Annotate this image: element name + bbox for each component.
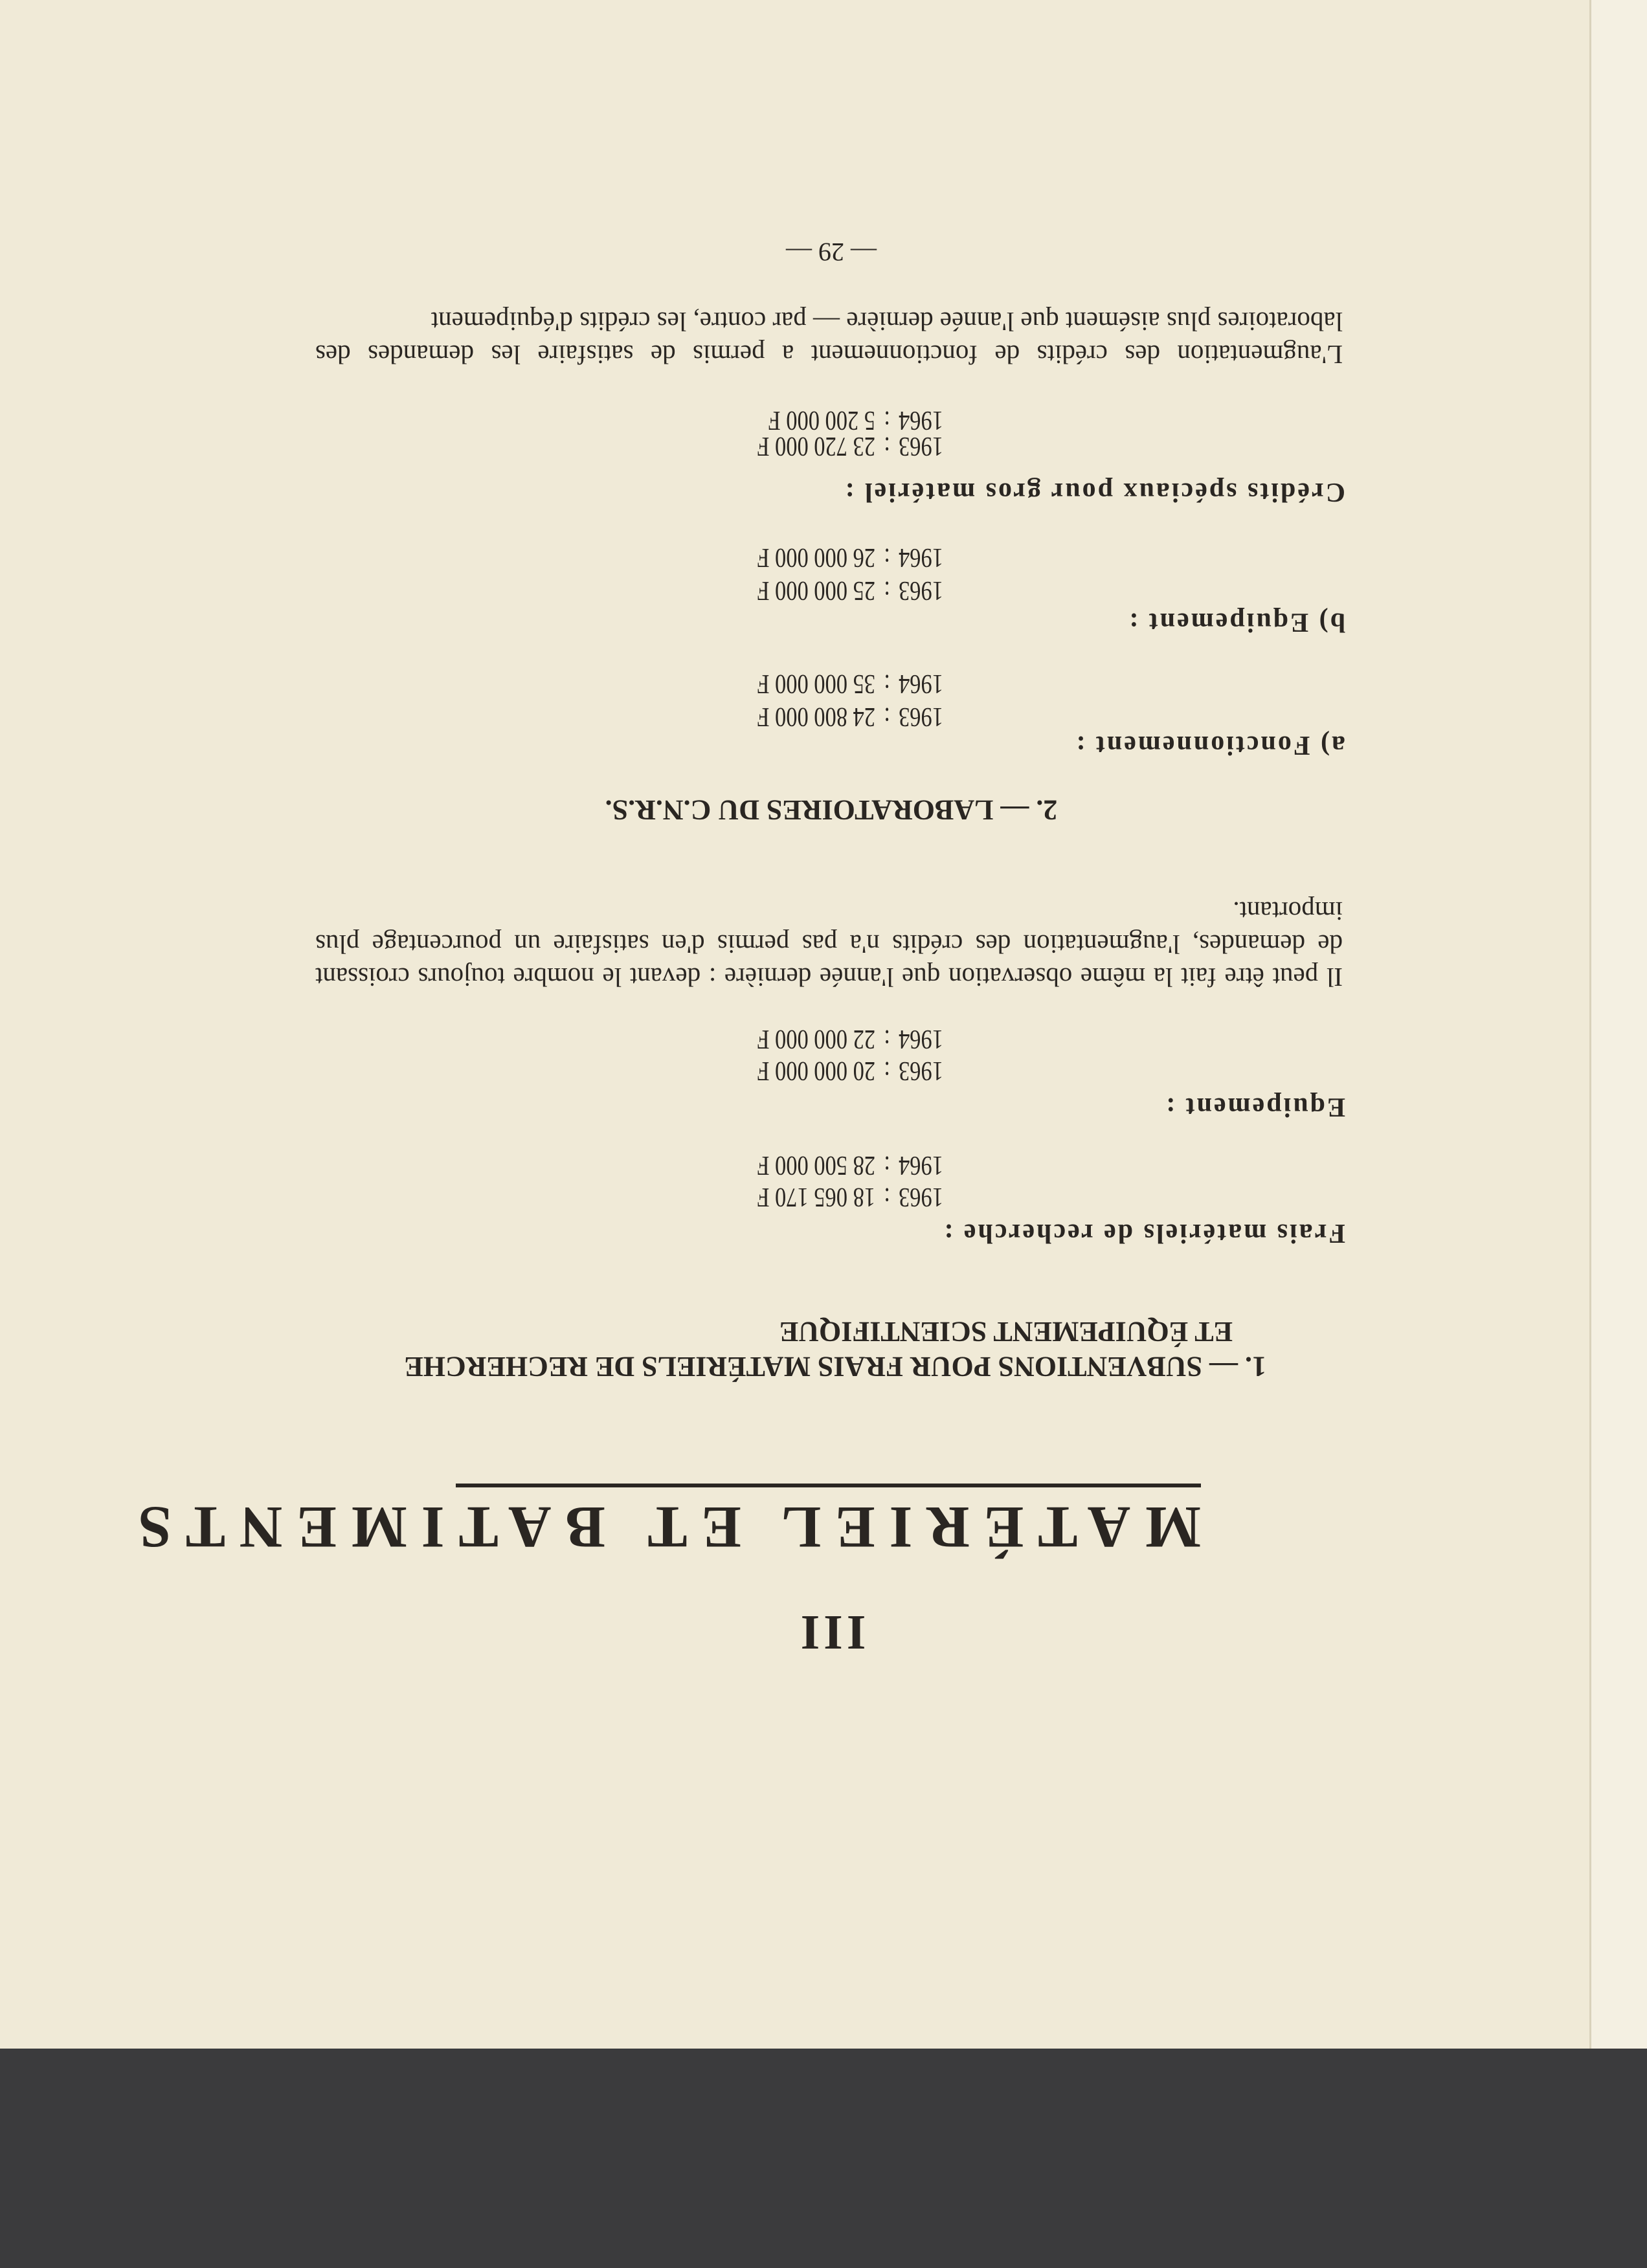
frais-label: Frais matériels de recherche : [942,1218,1345,1248]
title-rule [456,1484,1201,1487]
frais-1963: 1963:18 065 170 F [757,1182,943,1212]
fonctionnement-1963: 1963:24 800 000 F [757,702,943,731]
section1-heading-line2: ET ÉQUIPEMENT SCIENTIFIQUE [779,1316,1233,1348]
chapter-title: MATÉRIEL ET BATIMENTS [124,1495,1201,1561]
equipement-label: Equipement : [1164,1092,1345,1122]
fonctionnement-1964: 1964:35 000 000 F [757,669,943,698]
credits-1963: 1963:23 720 000 F [757,431,943,461]
fonctionnement-label: a) Fonctionnement : [1074,730,1345,760]
equipement-1964: 1964:22 000 000 F [757,1024,943,1054]
section1-heading-line1: 1. — SUBVENTIONS POUR FRAIS MATÉRIELS DE RECHERCHE [404,1351,1266,1383]
section2-paragraph: L'augmentation des crédits de fonctionnement a permis de satisfaire les demandes des laboratoires plus aisément que l'année dernière — par contre, les crédits d'équipement [315,307,1343,370]
credits-label: Crédits spéciaux pour gros matériel : [843,477,1345,507]
frais-1964: 1964:28 500 000 F [757,1150,943,1180]
credits-1964: 1964:5 200 000 F [768,405,943,435]
equipement-1963: 1963:20 000 000 F [757,1056,943,1085]
chapter-number: III [796,1605,866,1660]
lab-equipement-label: b) Equipement : [1127,607,1345,637]
lab-equipement-1964: 1964:26 000 000 F [757,542,943,572]
section1-paragraph: Il peut être fait la même observation que l'année dernière : devant le nombre toujours croissant de demandes, l'augmentation des crédits n'a pas permis d'en satisfaire un pourcentage plus important. [315,896,1343,992]
page-number: — 29 — [786,238,877,267]
section2-heading: 2. — LABORATOIRES DU C.N.R.S. [605,794,1058,826]
lab-equipement-1963: 1963:25 000 000 F [757,575,943,605]
